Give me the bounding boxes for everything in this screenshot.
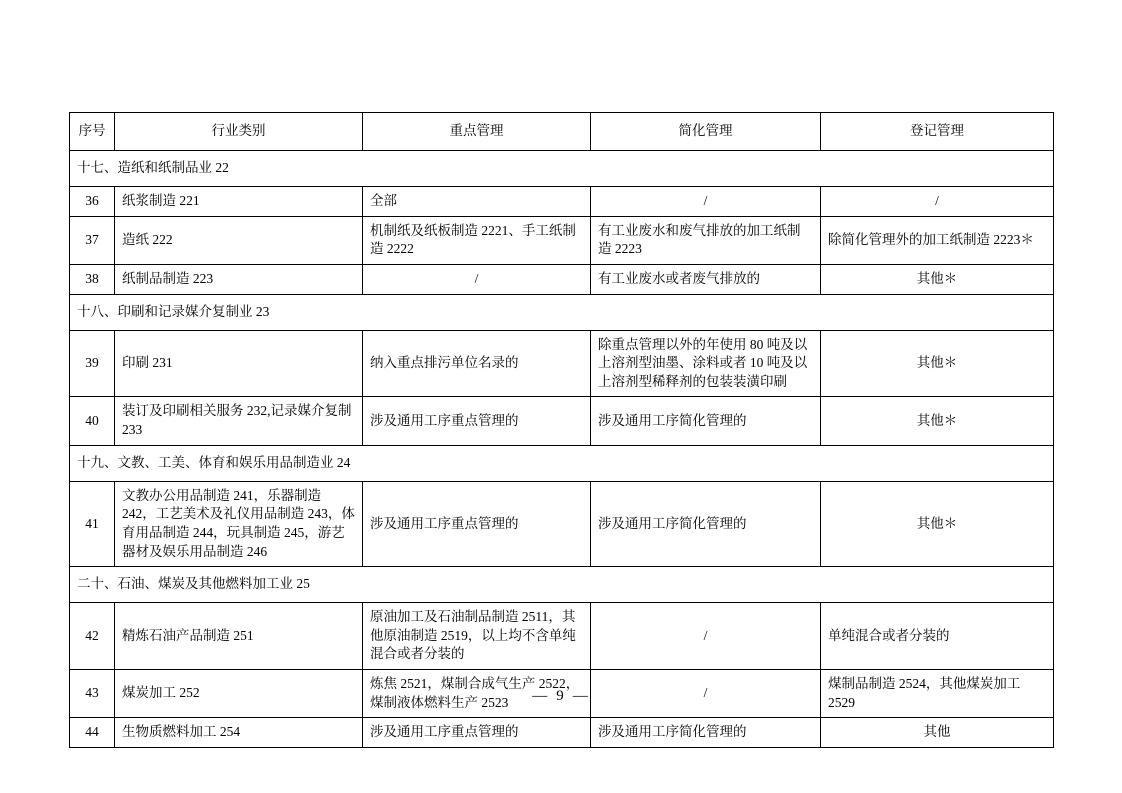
cell-registration-management: / xyxy=(821,187,1054,217)
cell-registration-management: 其他＊ xyxy=(821,264,1054,294)
cell-category: 生物质燃料加工 254 xyxy=(115,718,363,748)
section-title: 十九、文教、工美、体育和娱乐用品制造业 24 xyxy=(70,445,1054,481)
column-header-no: 序号 xyxy=(70,113,115,151)
cell-no: 36 xyxy=(70,187,115,217)
cell-key-management: 纳入重点排污单位名录的 xyxy=(363,330,591,397)
cell-category: 印刷 231 xyxy=(115,330,363,397)
cell-simplified-management: 涉及通用工序简化管理的 xyxy=(591,397,821,445)
industry-catalog-table-wrap xyxy=(69,112,1053,748)
cell-key-management: 机制纸及纸板制造 2221、手工纸制造 2222 xyxy=(363,216,591,264)
cell-no: 43 xyxy=(70,670,115,718)
cell-simplified-management: / xyxy=(591,670,821,718)
table-row xyxy=(70,216,1054,264)
table-row xyxy=(70,264,1054,294)
section-title: 二十、石油、煤炭及其他燃料加工业 25 xyxy=(70,567,1054,603)
cell-registration-management: 其他＊ xyxy=(821,481,1054,567)
cell-registration-management: 煤制品制造 2524，其他煤炭加工 2529 xyxy=(821,670,1054,718)
industry-catalog-table xyxy=(69,112,1054,748)
table-row xyxy=(70,397,1054,445)
column-header-simplified-management: 简化管理 xyxy=(591,113,821,151)
cell-registration-management: 除简化管理外的加工纸制造 2223＊ xyxy=(821,216,1054,264)
cell-no: 40 xyxy=(70,397,115,445)
table-row xyxy=(70,718,1054,748)
table-row xyxy=(70,187,1054,217)
table-row xyxy=(70,330,1054,397)
column-header-category: 行业类别 xyxy=(115,113,363,151)
table-header-row xyxy=(70,113,1054,151)
cell-simplified-management: 除重点管理以外的年使用 80 吨及以上溶剂型油墨、涂料或者 10 吨及以上溶剂型稀释剂的包装装潢印刷 xyxy=(591,330,821,397)
cell-registration-management: 其他＊ xyxy=(821,397,1054,445)
cell-no: 37 xyxy=(70,216,115,264)
cell-simplified-management: / xyxy=(591,603,821,670)
table-section-row xyxy=(70,445,1054,481)
cell-simplified-management: 有工业废水或者废气排放的 xyxy=(591,264,821,294)
cell-key-management: 涉及通用工序重点管理的 xyxy=(363,397,591,445)
cell-no: 41 xyxy=(70,481,115,567)
page-footer xyxy=(0,688,1122,705)
table-section-row xyxy=(70,567,1054,603)
table-section-row xyxy=(70,151,1054,187)
cell-simplified-management: 涉及通用工序简化管理的 xyxy=(591,481,821,567)
cell-no: 42 xyxy=(70,603,115,670)
cell-key-management: / xyxy=(363,264,591,294)
cell-no: 38 xyxy=(70,264,115,294)
section-title: 十八、印刷和记录媒介复制业 23 xyxy=(70,294,1054,330)
column-header-key-management: 重点管理 xyxy=(363,113,591,151)
cell-key-management: 涉及通用工序重点管理的 xyxy=(363,718,591,748)
cell-simplified-management: 涉及通用工序简化管理的 xyxy=(591,718,821,748)
cell-no: 44 xyxy=(70,718,115,748)
cell-simplified-management: 有工业废水和废气排放的加工纸制造 2223 xyxy=(591,216,821,264)
cell-key-management: 涉及通用工序重点管理的 xyxy=(363,481,591,567)
cell-simplified-management: / xyxy=(591,187,821,217)
column-header-registration-management: 登记管理 xyxy=(821,113,1054,151)
cell-registration-management: 其他 xyxy=(821,718,1054,748)
cell-registration-management: 单纯混合或者分装的 xyxy=(821,603,1054,670)
table-section-row xyxy=(70,294,1054,330)
cell-category: 纸制品制造 223 xyxy=(115,264,363,294)
cell-key-management: 炼焦 2521，煤制合成气生产 2522，煤制液体燃料生产 2523 xyxy=(363,670,591,718)
cell-no: 39 xyxy=(70,330,115,397)
section-title: 十七、造纸和纸制品业 22 xyxy=(70,151,1054,187)
page-number: 9 xyxy=(556,688,566,704)
footer-dash-left: — xyxy=(532,688,550,704)
cell-key-management: 原油加工及石油制品制造 2511，其他原油制造 2519，以上均不含单纯混合或者分装的 xyxy=(363,603,591,670)
cell-category: 造纸 222 xyxy=(115,216,363,264)
cell-registration-management: 其他＊ xyxy=(821,330,1054,397)
cell-category: 纸浆制造 221 xyxy=(115,187,363,217)
cell-category: 文教办公用品制造 241，乐器制造 242，工艺美术及礼仪用品制造 243，体育用品制造 244，玩具制造 245，游艺器材及娱乐用品制造 246 xyxy=(115,481,363,567)
cell-category: 煤炭加工 252 xyxy=(115,670,363,718)
cell-category: 精炼石油产品制造 251 xyxy=(115,603,363,670)
table-row xyxy=(70,481,1054,567)
footer-dash-right: — xyxy=(572,688,590,704)
table-row xyxy=(70,603,1054,670)
cell-key-management: 全部 xyxy=(363,187,591,217)
cell-category: 装订及印刷相关服务 232,记录媒介复制 233 xyxy=(115,397,363,445)
